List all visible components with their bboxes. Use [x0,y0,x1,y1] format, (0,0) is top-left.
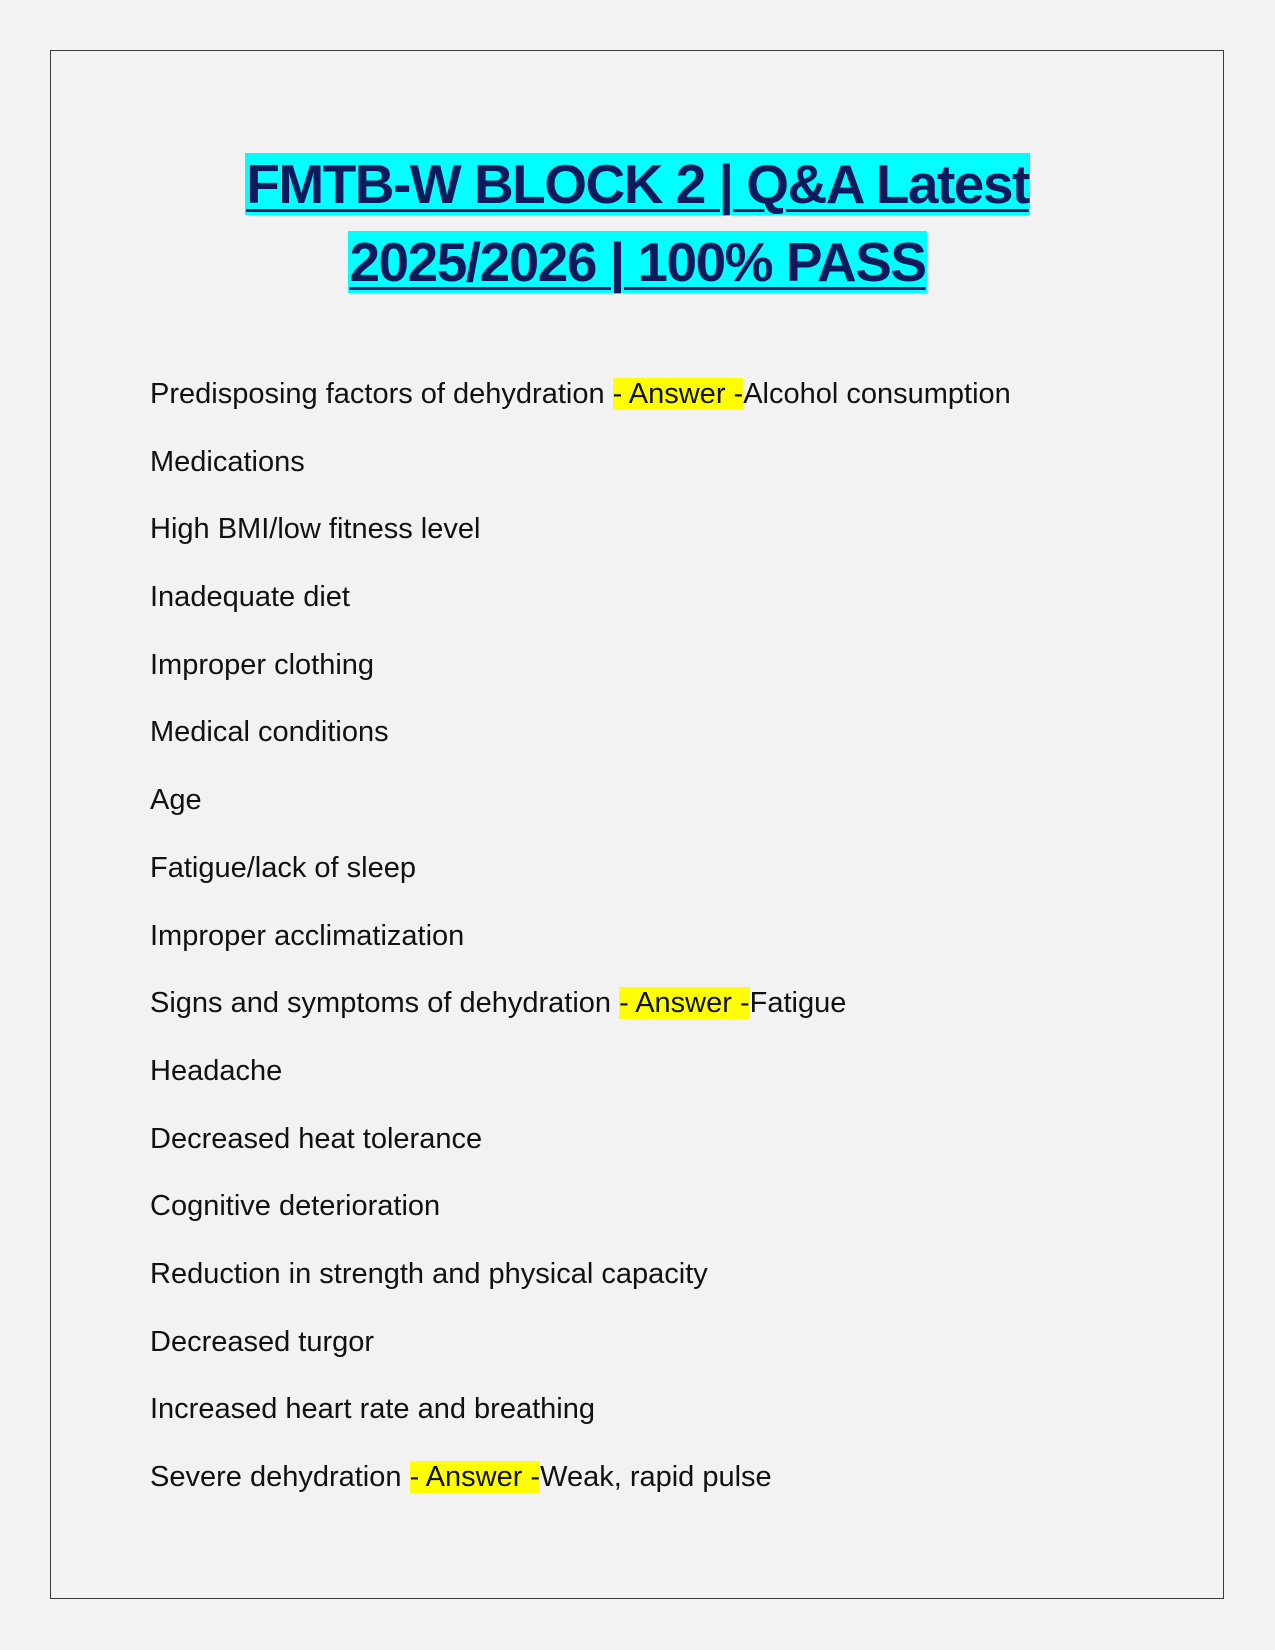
answer-item: Inadequate diet [150,581,350,614]
document-title [0,145,1275,301]
qa-content [150,364,1150,1515]
answer-item: Age [150,784,202,817]
answer-item: Increased heart rate and breathing [150,1393,595,1426]
answer-item: Cognitive deterioration [150,1190,441,1223]
answer-item: Improper clothing [150,648,375,681]
question-text: Severe dehydration [150,1461,410,1493]
answer-item: Medical conditions [150,716,389,749]
answer-item: Headache [150,1054,283,1087]
title-line-2: 2025/2026 | 100% PASS [349,231,926,293]
answer-text: Weak, rapid pulse [540,1461,772,1493]
answer-item: Medications [150,445,305,478]
question-line [150,364,1150,432]
answer-text: Fatigue [749,987,847,1020]
title-line-1: FMTB-W BLOCK 2 | Q&A Latest [246,153,1029,215]
question-text: Signs and symptoms of dehydration [150,987,620,1020]
answer-item: Decreased heat tolerance [150,1122,483,1155]
answer-item: Fatigue/lack of sleep [150,851,416,884]
question-line [150,1447,1150,1515]
answer-item: High BMI/low fitness level [150,513,481,546]
answer-marker: - Answer - [619,987,750,1020]
answer-item: Improper acclimatization [150,919,465,952]
answer-item: Reduction in strength and physical capacity [150,1257,708,1290]
answer-text: Alcohol consumption [743,378,1011,410]
answer-marker: - Answer - [409,1461,541,1493]
answer-marker: - Answer - [612,378,744,410]
question-line [150,973,1150,1041]
answer-item: Decreased turgor [150,1325,375,1358]
question-text: Predisposing factors of dehydration [150,378,613,410]
